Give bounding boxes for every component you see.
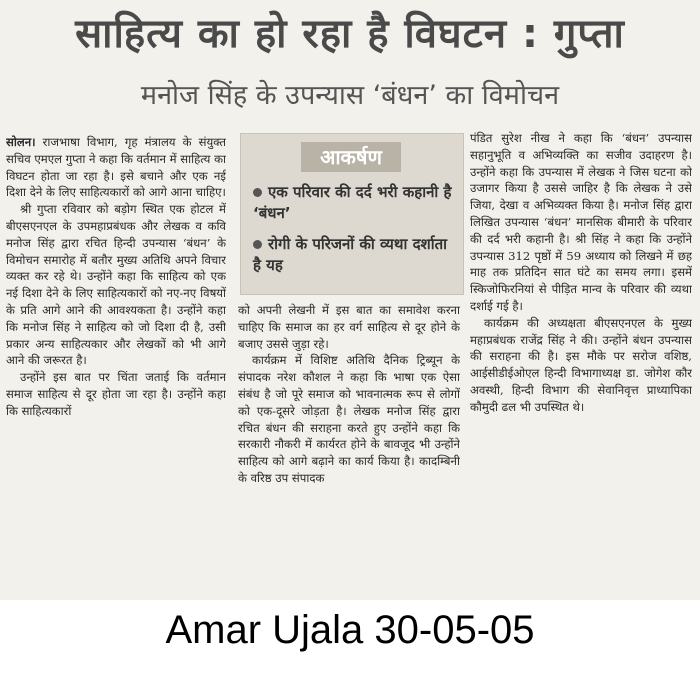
paragraph: श्री गुप्ता रविवार को बड़ोग स्थित एक होटल में बीएसएनएल के उपमहाप्रबंधक और लेखक व कवि मनोज सिंह द्वारा रचित हिन्दी उपन्यास ‘बंधन’ के विमोचन समारोह में बतौर मुख्य अतिथि अपने विचार व्यक्त कर रहे थे। उन्होंने कहा कि साहित्य को एक नई दिशा देने के लिए साहित्यकारों को नए-नए विषयों के प्रति आगे आने की आवश्यकता है। उन्होंने कहा कि मनोज सिंह ने साहित्य को जो दिशा दी है, उसी प्रकार अन्य साहित्यकार और लेखकों को भी आगे आने की जरूरत है। (6, 202, 226, 368)
subheadline: मनोज सिंह के उपन्यास ‘बंधन’ का विमोचन (140, 80, 560, 111)
highlight-item: रोगी के परिजनों की व्यथा दर्शाता है यह (253, 235, 448, 274)
bullet-icon (253, 188, 262, 197)
headline: साहित्य का हो रहा है विघटन : गुप्ता (75, 11, 625, 57)
bullet-icon (253, 240, 262, 249)
dateline: सोलन। (6, 135, 36, 149)
column-3 (470, 130, 692, 590)
highlight-item: एक परिवार की दर्द भरी कहानी है ‘बंधन’ (253, 183, 452, 222)
paragraph: कार्यक्रम में विशिष्ट अतिथि दैनिक ट्रिब्यून के संपादक नरेश कौशल ने कहा कि भाषा एक ऐसा संबंध है जो पूरे समाज को भावनात्मक रूप से लोगों को एक-दूसरे जोड़ता है। लेखक मनोज सिंह द्वारा रचित बंधन की सराहना करते हुए उन्होंने कहा कि सरकारी नौकरी में कार्यरत होने के बावजूद भी उन्होंने साहित्य को आगे बढ़ाने का कार्य किया है। कादम्बिनी के वरिष्ठ उप संपादक (238, 353, 460, 485)
box-title: आकर्षण (320, 145, 382, 169)
column-1 (6, 134, 226, 574)
column-2 (238, 302, 460, 582)
paragraph: पंडित सुरेश नीख ने कहा कि ‘बंधन’ उपन्यास सहानुभूति व अभिव्यक्ति का सजीव उदाहरण है। उन्होंने कहा कि उपन्यास में लेखक ने जिस घटना को उजागर किया है उससे जाहिर है कि लेखक ने उसे जिया, देखा व अभिव्यक्त किया है। मनोज सिंह द्वारा लिखित उपन्यास ‘बंधन’ मानसिक बीमारी के परिवार की दर्द भरी कहानी है। श्री सिंह ने कहा कि उन्होंने उपन्यास 312 पृष्ठों में 59 अध्याय को लिखने में छह माह तक प्रतिदिन सात घंटे का समय लगा। इसमें स्किजोफिरनियां से पीड़ित मान्व के परिवार की व्यथा दर्शाई गई है। (470, 131, 692, 313)
paragraph: कार्यक्रम की अध्यक्षता बीएसएनएल के मुख्य महाप्रबंधक राजेंद्र सिंह ने की। उन्होंने बंधन उपन्यास की सराहना की है। इस मौके पर सरोज वशिष्ठ, आईसीडीईओएल हिन्दी विभागाध्यक्ष डा. जोगेश कौर अवस्थी, हिन्दी विभाग की सेवानिवृत्त प्राध्यापिका कौमुदी ढल भी उपस्थित थे। (470, 315, 692, 414)
paragraph: उन्होंने इस बात पर चिंता जताई कि वर्तमान समाज साहित्य से दूर होता जा रहा है। उन्होंने कहा कि साहित्यकारों (6, 370, 226, 418)
caption: Amar Ujala 30-05-05 (165, 608, 535, 652)
highlights-box (240, 133, 464, 295)
paragraph: को अपनी लेखनी में इस बात का समावेश करना चाहिए कि समाज का हर वर्ग साहित्य से दूर होने के बजाए उससे जुड़ा रहे। (238, 303, 460, 351)
box-title-banner (301, 142, 401, 172)
paragraph: राजभाषा विभाग, गृह मंत्रालय के संयुक्त सचिव एमएल गुप्ता ने कहा कि वर्तमान में साहित्य का विघटन होता जा रहा है। इसे बचाने और एक नई दिशा देने के लिए साहित्यकारों को आगे आना चाहिए। (6, 135, 226, 200)
